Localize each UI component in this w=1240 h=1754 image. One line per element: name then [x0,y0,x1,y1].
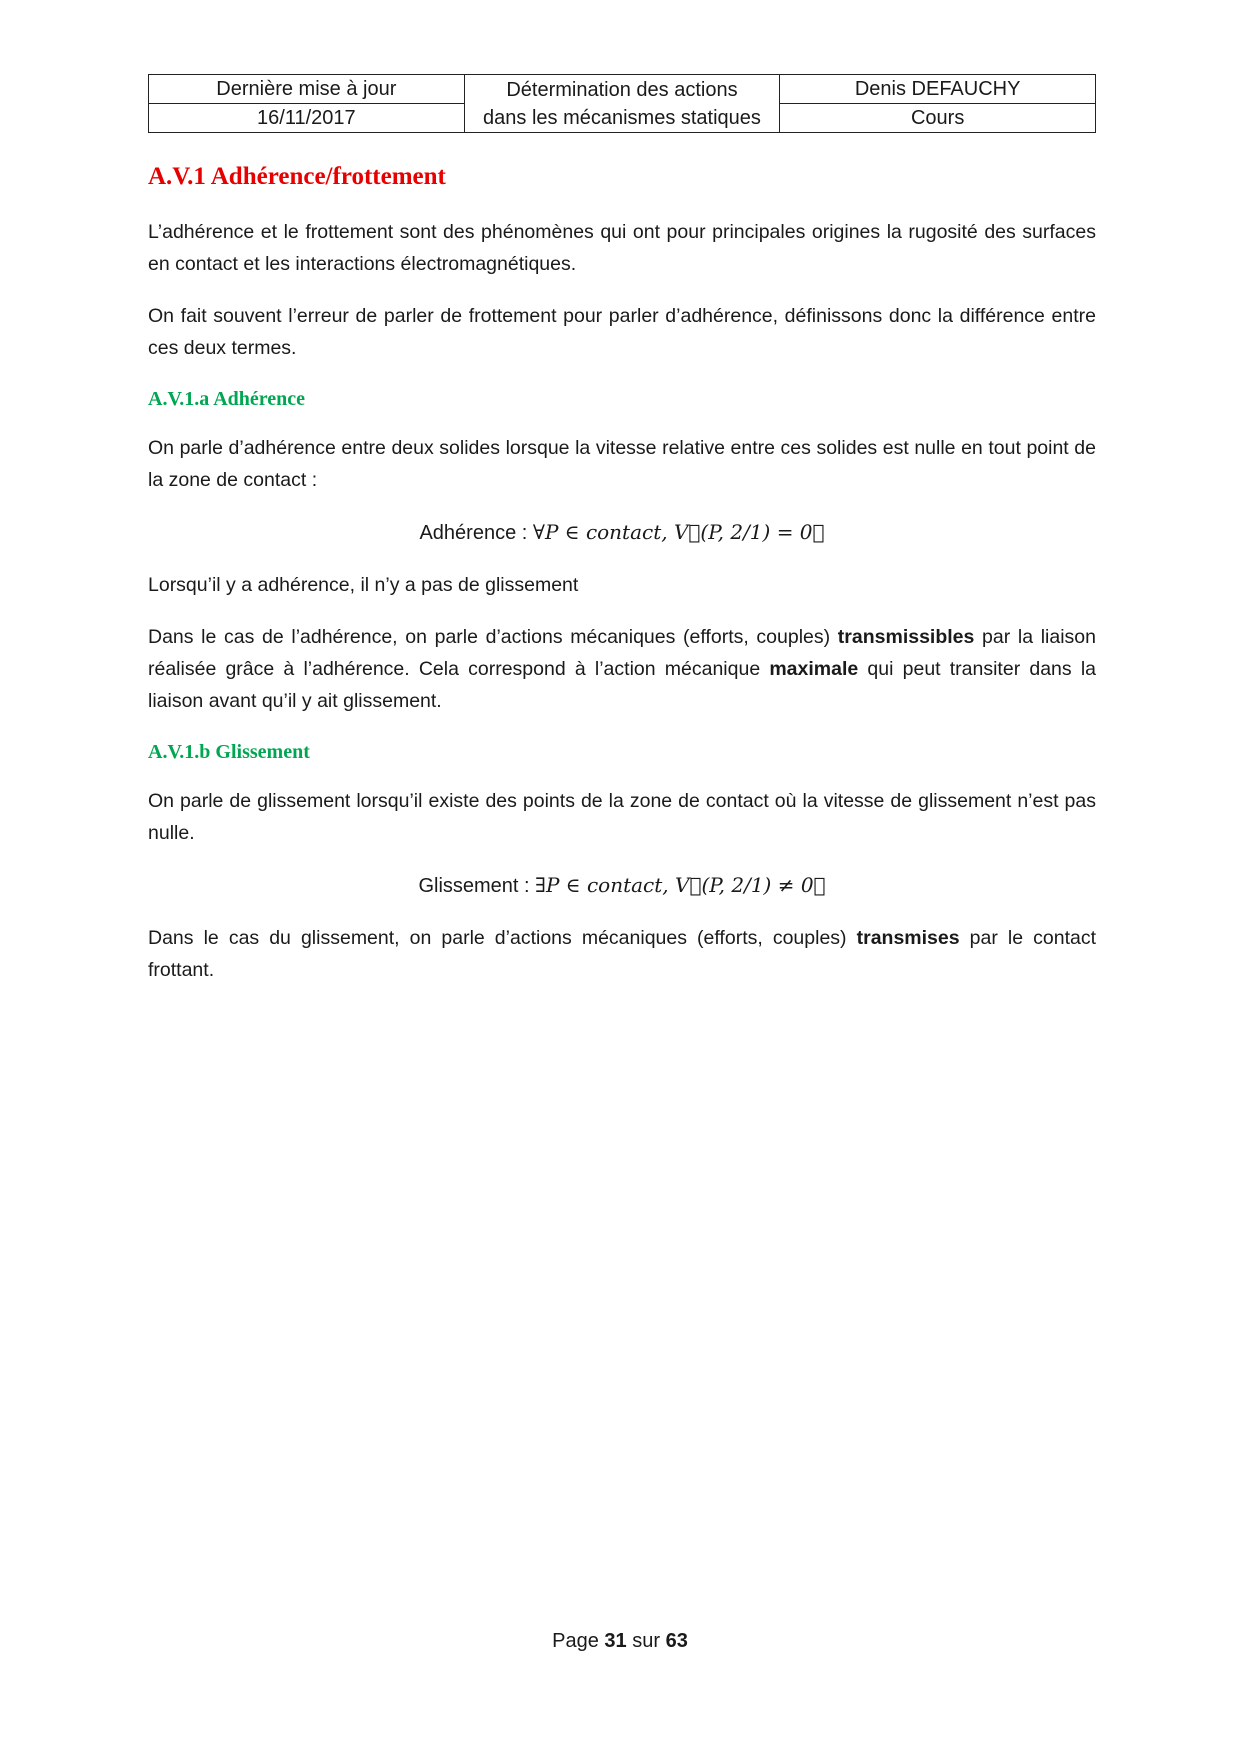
header-table [148,74,1096,133]
p3-bold-transmissibles: transmissibles [837,626,975,648]
p2-text-c: par le contact frottant. [148,927,1096,981]
p3-bold-maximale: maximale [769,658,859,680]
header-title [464,75,780,133]
header-date: 16/11/2017 [149,104,465,133]
subsection-a-paragraph-2: Lorsqu’il y a adhérence, il n’y a pas de glissement [148,574,579,596]
glissement-formula-label: Glissement : [418,875,536,897]
footer-mid: sur [626,1630,666,1652]
subsection-b-paragraph-2 [148,922,1096,986]
p3-text-a: Dans le cas de l’adhérence, on parle d’actions mécaniques (efforts, couples) [148,626,838,648]
main-content [148,160,1096,1006]
header-title-line2: dans les mécanismes statiques [483,106,761,129]
glissement-formula [148,869,1096,902]
header-author: Denis DEFAUCHY [780,75,1096,104]
header-date-label: Dernière mise à jour [149,75,465,104]
p3-text-c: par la liaison réalisée grâce à l’adhérence. Cela correspond à l’action mécanique [148,626,1096,680]
p2-bold-transmises: transmises [856,927,960,949]
page-footer [0,1630,1240,1653]
subsection-a-title: A.V.1.a Adhérence [148,388,306,410]
adherence-formula-math: ∀P ∈ contact, V⃗(P, 2/1) = 0⃗ [532,520,825,544]
section-title: A.V.1 Adhérence/frottement [148,163,446,190]
adherence-formula [148,516,1096,549]
section-paragraph-1: L’adhérence et le frottement sont des phénomènes qui ont pour principales origines la rugosité des surfaces en contact et les interactions électromagnétiques. [148,221,1096,275]
adherence-formula-label: Adhérence : [419,522,533,544]
subsection-b-paragraph-1: On parle de glissement lorsqu’il existe des points de la zone de contact où la vitesse de glissement n’est pas nulle. [148,790,1096,844]
footer-page-number: 31 [604,1630,627,1652]
subsection-b-title: A.V.1.b Glissement [148,741,310,763]
p2-text-a: Dans le cas du glissement, on parle d’actions mécaniques (efforts, couples) [148,927,857,949]
footer-prefix: Page [552,1630,605,1652]
header-title-line1: Détermination des actions [506,78,738,101]
subsection-a-paragraph-3 [148,621,1096,717]
p3-text-e: qui peut transiter dans la liaison avant qu’il y ait glissement. [148,658,1097,712]
footer-page-total: 63 [665,1630,688,1652]
subsection-a-paragraph-1: On parle d’adhérence entre deux solides lorsque la vitesse relative entre ces solides est nulle en tout point de la zone de contact : [148,437,1096,491]
section-paragraph-2: On fait souvent l’erreur de parler de frottement pour parler d’adhérence, définissons donc la différence entre ces deux termes. [148,305,1096,359]
header-doc-type: Cours [780,104,1096,133]
glissement-formula-math: ∃P ∈ contact, V⃗(P, 2/1) ≠ 0⃗ [535,873,826,897]
